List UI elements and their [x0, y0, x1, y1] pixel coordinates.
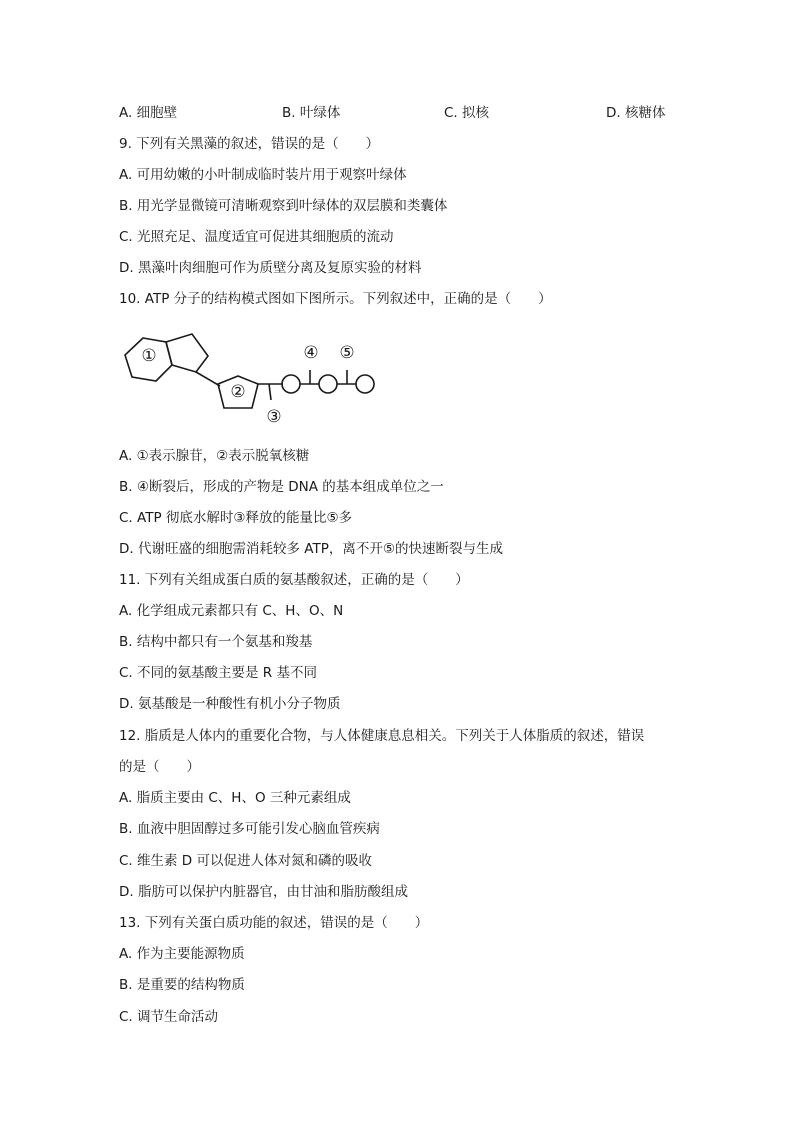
adenine-pentagon: [166, 334, 208, 372]
q11-option-a: A. 化学组成元素都只有 C、H、O、N: [119, 603, 344, 619]
q10-stem: 10. ATP 分子的结构模式图如下图所示。下列叙述中，正确的是（ ）: [119, 291, 552, 307]
q11-stem: 11. 下列有关组成蛋白质的氨基酸叙述，正确的是（ ）: [119, 572, 469, 588]
q8-option-a: A. 细胞壁: [119, 105, 178, 121]
q12-stem-line2: 的是（ ）: [119, 759, 200, 775]
q9-option-d: D. 黑藻叶肉细胞可作为质壁分离及复原实验的材料: [119, 260, 422, 276]
q9-option-b: B. 用光学显微镜可清晰观察到叶绿体的双层膜和类囊体: [119, 198, 448, 214]
q12-option-a: A. 脂质主要由 C、H、O 三种元素组成: [119, 790, 351, 806]
label-4: ④: [303, 343, 319, 363]
q13-stem: 13. 下列有关蛋白质功能的叙述，错误的是（ ）: [119, 915, 429, 931]
label-3: ③: [266, 407, 282, 427]
q11-option-d: D. 氨基酸是一种酸性有机小分子物质: [119, 696, 341, 712]
q12-option-c: C. 维生素 D 可以促进人体对氮和磷的吸收: [119, 853, 372, 869]
q10-option-c: C. ATP 彻底水解时③释放的能量比⑤多: [119, 510, 353, 526]
q8-option-d: D. 核糖体: [606, 105, 666, 121]
q12-stem-line1: 12. 脂质是人体内的重要化合物，与人体健康息息相关。下列关于人体脂质的叙述，错误: [119, 728, 645, 744]
q13-option-c: C. 调节生命活动: [119, 1009, 219, 1025]
bond-3-marker: [269, 384, 271, 400]
q10-option-d: D. 代谢旺盛的细胞需消耗较多 ATP，离不开⑤的快速断裂与生成: [119, 541, 503, 557]
q13-option-b: B. 是重要的结构物质: [119, 977, 245, 993]
phosphate-2: [319, 375, 337, 393]
label-5: ⑤: [339, 343, 355, 363]
q10-option-a: A. ①表示腺苷，②表示脱氧核糖: [119, 448, 310, 464]
phosphate-1: [282, 375, 300, 393]
q12-option-b: B. 血液中胆固醇过多可能引发心脑血管疾病: [119, 821, 380, 837]
q11-option-b: B. 结构中都只有一个氨基和羧基: [119, 634, 313, 650]
q8-option-b: B. 叶绿体: [282, 105, 341, 121]
q9-stem: 9. 下列有关黑藻的叙述，错误的是（ ）: [119, 136, 380, 152]
label-1: ①: [141, 346, 157, 366]
base-sugar-bond: [196, 372, 220, 386]
q13-option-a: A. 作为主要能源物质: [119, 946, 245, 962]
atp-structure-diagram: [118, 328, 388, 428]
q11-option-c: C. 不同的氨基酸主要是 R 基不同: [119, 665, 317, 681]
q9-option-c: C. 光照充足、温度适宜可促进其细胞质的流动: [119, 229, 394, 245]
phosphate-3: [356, 375, 374, 393]
q9-option-a: A. 可用幼嫩的小叶制成临时装片用于观察叶绿体: [119, 167, 407, 183]
q12-option-d: D. 脂肪可以保护内脏器官，由甘油和脂肪酸组成: [119, 884, 408, 900]
q8-option-c: C. 拟核: [444, 105, 490, 121]
q10-option-b: B. ④断裂后，形成的产物是 DNA 的基本组成单位之一: [119, 479, 444, 495]
label-2: ②: [230, 382, 246, 402]
